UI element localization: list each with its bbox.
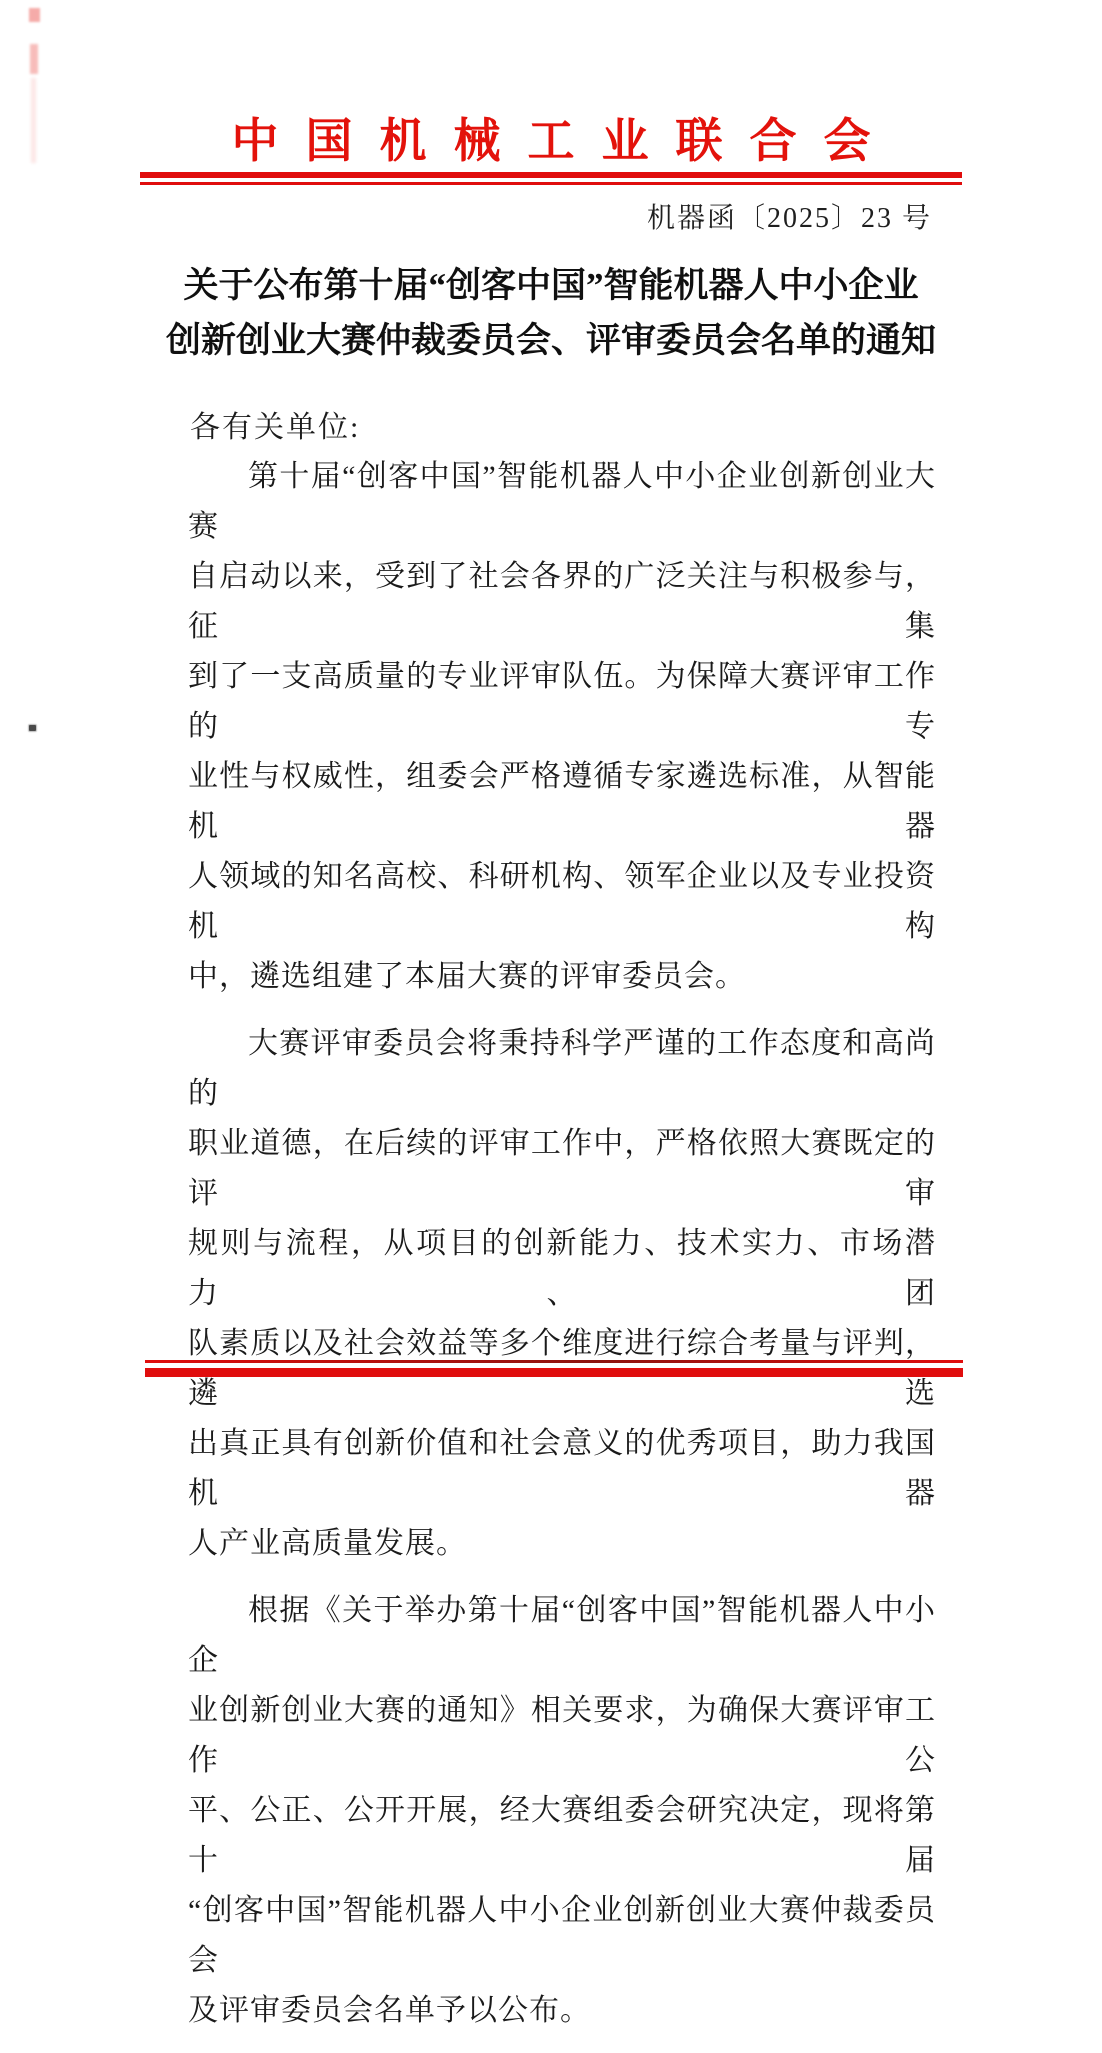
body-line: 第十届“创客中国”智能机器人中小企业创新创业大赛 [188, 460, 936, 543]
body-line: 职业道德，在后续的评审工作中，严格依照大赛既定的评审 [188, 1127, 936, 1210]
paragraph-1 [188, 452, 936, 1002]
footer-rule-thin [145, 1360, 963, 1363]
document-number: 机器函〔2025〕23 号 [646, 203, 932, 234]
letterhead-rule-thin [140, 182, 962, 185]
body-line: 出真正具有创新价值和社会意义的优秀项目，助力我国机器 [188, 1427, 936, 1510]
body-line: 根据《关于举办第十届“创客中国”智能机器人中小企 [188, 1594, 936, 1677]
body-line: 人产业高质量发展。 [188, 1527, 467, 1560]
body-line: 中，遴选组建了本届大赛的评审委员会。 [188, 960, 746, 993]
letterhead-rule-thick [140, 172, 962, 178]
document-title-line2: 创新创业大赛仲裁委员会、评审委员会名单的通知 [165, 321, 936, 360]
body-text [188, 452, 936, 2053]
body-line: 到了一支高质量的专业评审队伍。为保障大赛评审工作的专 [188, 660, 936, 743]
body-line: 人领域的知名高校、科研机构、领军企业以及专业投资机构 [188, 860, 936, 943]
body-line: 自启动以来，受到了社会各界的广泛关注与积极参与，征集 [188, 560, 936, 643]
body-line: “创客中国”智能机器人中小企业创新创业大赛仲裁委员会 [188, 1894, 936, 1977]
document-title [0, 258, 1102, 368]
scan-artifact-red-mark [29, 8, 40, 22]
body-line: 队素质以及社会效益等多个维度进行综合考量与评判，遴选 [188, 1327, 936, 1410]
body-line: 规则与流程，从项目的创新能力、技术实力、市场潜力、团 [188, 1227, 936, 1310]
body-line: 业性与权威性，组委会严格遵循专家遴选标准，从智能机器 [188, 760, 936, 843]
body-line: 业创新创业大赛的通知》相关要求，为确保大赛评审工作公 [188, 1694, 936, 1777]
scan-artifact-dot [29, 725, 36, 731]
document-title-line1: 关于公布第十届“创客中国”智能机器人中小企业 [183, 266, 919, 305]
paragraph-3 [188, 1586, 936, 2036]
body-line: 平、公正、公开开展，经大赛组委会研究决定，现将第十届 [188, 1794, 936, 1877]
body-line: 大赛评审委员会将秉持科学严谨的工作态度和高尚的 [188, 1027, 936, 1110]
scan-artifact-red-mark [30, 44, 38, 74]
paragraph-2 [188, 1019, 936, 1569]
letterhead-org-name: 中国机械工业联合会 [231, 116, 898, 168]
body-line: 及评审委员会名单予以公布。 [188, 1994, 591, 2027]
salutation: 各有关单位: [190, 411, 361, 444]
footer-rule-thick [145, 1368, 963, 1377]
